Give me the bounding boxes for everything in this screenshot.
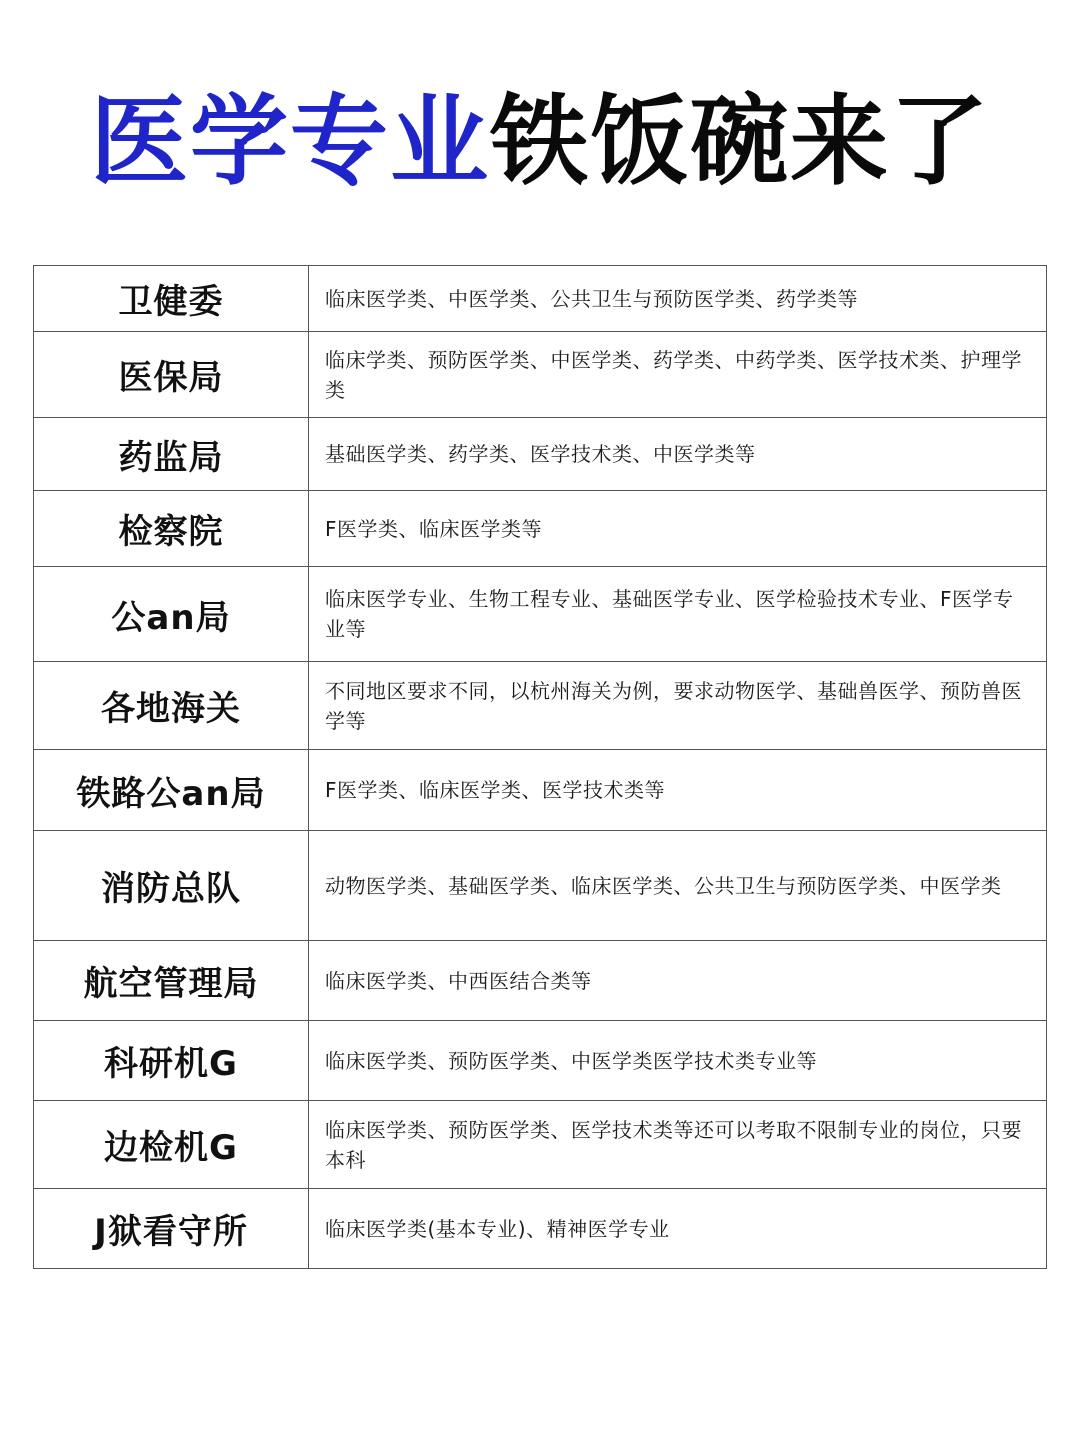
table-row	[34, 567, 1047, 662]
org-name: 航空管理局	[34, 941, 309, 1021]
majors-text: F医学类、临床医学类等	[309, 491, 1047, 567]
table-row	[34, 332, 1047, 418]
table-row	[34, 662, 1047, 750]
page-title	[0, 82, 1080, 202]
majors-text: 临床医学类、中医学类、公共卫生与预防医学类、药学类等	[309, 266, 1047, 332]
org-name: 公an局	[34, 567, 309, 662]
majors-text: 基础医学类、药学类、医学技术类、中医学类等	[309, 418, 1047, 491]
org-name: 医保局	[34, 332, 309, 418]
org-name: 科研机G	[34, 1021, 309, 1101]
org-name: 卫健委	[34, 266, 309, 332]
org-name: 消防总队	[34, 831, 309, 941]
table-row	[34, 418, 1047, 491]
org-name: 边检机G	[34, 1101, 309, 1189]
majors-text: 动物医学类、基础医学类、临床医学类、公共卫生与预防医学类、中医学类	[309, 831, 1047, 941]
org-name: 药监局	[34, 418, 309, 491]
org-name: 各地海关	[34, 662, 309, 750]
table-row	[34, 831, 1047, 941]
majors-text: F医学类、临床医学类、医学技术类等	[309, 750, 1047, 831]
majors-text: 临床医学类、预防医学类、医学技术类等还可以考取不限制专业的岗位，只要本科	[309, 1101, 1047, 1189]
org-name: 铁路公an局	[34, 750, 309, 831]
majors-text: 临床医学类、中西医结合类等	[309, 941, 1047, 1021]
majors-text: 临床学类、预防医学类、中医学类、药学类、中药学类、医学技术类、护理学类	[309, 332, 1047, 418]
table-row	[34, 1021, 1047, 1101]
employer-majors-table	[33, 265, 1047, 1269]
majors-text: 临床医学类(基本专业)、精神医学专业	[309, 1189, 1047, 1269]
majors-text: 临床医学类、预防医学类、中医学类医学技术类专业等	[309, 1021, 1047, 1101]
table-row	[34, 1101, 1047, 1189]
table-row	[34, 750, 1047, 831]
table-row	[34, 1189, 1047, 1269]
majors-text: 不同地区要求不同，以杭州海关为例，要求动物医学、基础兽医学、预防兽医学等	[309, 662, 1047, 750]
table-row	[34, 941, 1047, 1021]
table-row	[34, 491, 1047, 567]
title-main: 铁饭碗来了	[490, 85, 991, 199]
title-highlight: 医学专业	[89, 85, 490, 199]
table-row	[34, 266, 1047, 332]
org-name: J狱看守所	[34, 1189, 309, 1269]
org-name: 检察院	[34, 491, 309, 567]
majors-text: 临床医学专业、生物工程专业、基础医学专业、医学检验技术专业、F医学专业等	[309, 567, 1047, 662]
